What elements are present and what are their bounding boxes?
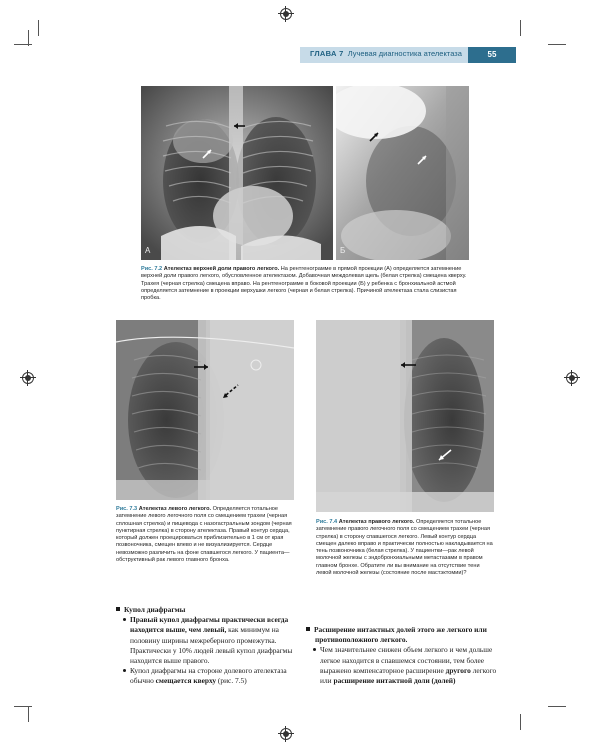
registration-mark (280, 728, 292, 740)
square-bullet-icon (116, 607, 120, 611)
figure-caption-7-3 (116, 506, 296, 564)
crop-mark (38, 20, 39, 36)
chapter-title: Лучевая диагностика ателектаза (347, 49, 462, 58)
list-item (116, 615, 300, 666)
running-header (310, 49, 462, 58)
bullet-icon (313, 648, 316, 651)
page-number: 55 (468, 47, 516, 63)
bullet-icon (123, 669, 126, 672)
panel-label-b: Б (340, 246, 346, 255)
crop-mark (14, 44, 32, 45)
panel-label-a: А (145, 246, 151, 255)
section-heading: Купол диафрагмы (124, 605, 186, 614)
xray-fig72-b (336, 86, 469, 260)
list-item-bold: другого (445, 665, 471, 675)
square-bullet-icon (306, 627, 310, 631)
chapter-label: ГЛАВА 7 (310, 49, 344, 58)
list-item-text: как минимум на половину ширины межреберного промежутка. Практически у 10% людей левый купол диафрагмы находится выше правого. (130, 625, 293, 666)
section-bullet (306, 625, 501, 645)
list-item-text: (рис. 7.5) (217, 676, 247, 686)
list-item (306, 645, 501, 686)
list-item-text: Купол диафрагмы на стороне долевого ателектаза обычно (130, 666, 287, 686)
bullet-icon (123, 618, 126, 621)
figure-number: Рис. 7.3 (116, 506, 138, 512)
figure-number: Рис. 7.4 (316, 519, 338, 525)
crop-mark (28, 706, 29, 722)
crop-mark (548, 706, 566, 707)
figure-caption-text: Определяется тотальное затемнение правого легочного поля со смещением трахеи (черная стрелка) в сторону спавшегося легкого. Левый контур сердца смещен далеко вправо и практически полностью накладывается на тень позвоночника (белая стрелка). У пациентки—рак левой молочной железы с эндобронхиальными метастазами в правом главном бронхе. Обратите ли вы внимание на отсутствие тени левой молочной железы (состояние после мастэктомии)? (316, 519, 493, 577)
figure-number: Рис. 7.2 (141, 266, 163, 272)
list-item-bold: смещается кверху (155, 676, 217, 686)
body-column-left (116, 605, 300, 687)
crop-mark (14, 706, 32, 707)
figure-caption-7-2 (141, 266, 469, 302)
crop-mark (548, 44, 566, 45)
figure-caption-text: Определяется тотальное затемнение левого легочного поля со смещением трахеи (черная сплошная стрелка) и пищевода с назогастральным зондом (черная пунктирная стрелка) в сторону ателектаза. Правый контур сердца, который должен проецироваться приблизительно в 1 см от края позвоночника, смещен влево и не визуализируется. Сердце невозможно различить на фоне спавшегося легкого. У пациента—обструктивный рак левого главного бронха. (116, 506, 292, 564)
figure-caption-7-4 (316, 519, 496, 577)
xray-fig72-a (141, 86, 333, 260)
body-column-right (306, 625, 501, 686)
xray-fig73 (116, 320, 294, 500)
figure-caption-text: На рентгенограмме в прямой проекции (А) определяется затемнение верхней доли правого легкого, обусловленное ателектазом. Добавочная междолевая щель (белая стрелка) смещена кверху. Трахея (черная стрелка) смещена вправо. На рентгенограмме в боковой проекции (Б) у ребенка с бронхиальной астмой определяется затемнение в проекции верхушки легкого (черная и белая стрелка). Причиной ателектаза стала слизистая пробка. (141, 266, 467, 302)
crop-mark (520, 20, 521, 36)
figure-title: Ателектаз верхней доли правого легкого. (163, 266, 280, 272)
list-item-text: Чем значительнее снижен объем легкого и чем дольше легкое находится в спавшемся состоянии, тем более выражено компенсаторное расширение (320, 645, 493, 675)
list-item-bold: расширение интактной доли (долей) (333, 676, 456, 686)
section-bullet (116, 605, 300, 615)
list-item (116, 666, 300, 686)
figure-title: Ателектаз правого легкого. (338, 519, 415, 525)
section-heading: Расширение интактных долей этого же легкого или противоположного легкого. (314, 625, 487, 645)
registration-mark (22, 372, 34, 384)
figure-title: Ателектаз левого легкого. (138, 506, 212, 512)
registration-mark (280, 8, 292, 20)
xray-fig74 (316, 320, 494, 512)
list-item-bold: Правый купол диафрагмы практически всегда находится выше, чем левый, (130, 615, 289, 635)
registration-mark (566, 372, 578, 384)
list-item-text: легкого или (320, 665, 497, 686)
crop-mark (520, 714, 521, 730)
